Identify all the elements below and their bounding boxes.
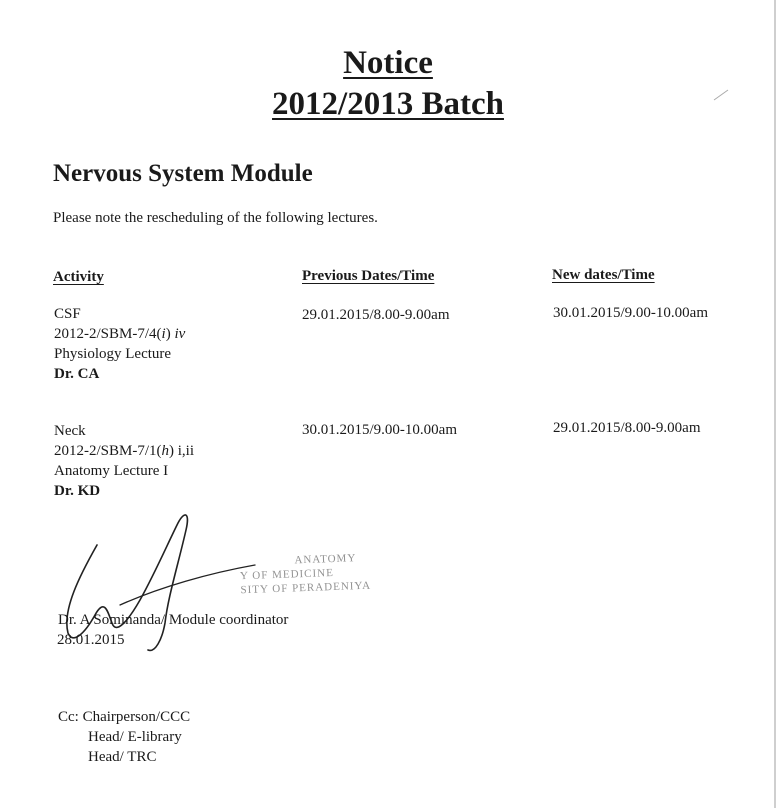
activity-name: CSF	[54, 306, 81, 322]
lecturer-name: Dr. CA	[54, 366, 100, 382]
column-header-previous: Previous Dates/Time	[302, 268, 435, 284]
module-coordinator: Dr. A Sominanda/ Module coordinator	[58, 612, 289, 628]
activity-name: Neck	[54, 423, 86, 439]
batch-title: 2012/2013 Batch	[272, 86, 504, 122]
notice-title: Notice	[343, 45, 433, 81]
activity-code: 2012-2/SBM-7/1(h) i,ii	[54, 443, 195, 459]
module-title: Nervous System Module	[53, 160, 313, 187]
column-header-activity: Activity	[53, 269, 104, 285]
cc-list	[58, 707, 190, 767]
table-row-activity	[54, 421, 194, 501]
activity-type: Anatomy Lecture I	[54, 463, 169, 479]
signoff-date: 28.01.2015	[57, 632, 125, 648]
scan-mark	[712, 86, 732, 102]
cc-label: Cc: Chairperson/CCC	[58, 709, 191, 725]
activity-type: Physiology Lecture	[54, 346, 172, 362]
lecturer-name: Dr. KD	[54, 483, 101, 499]
activity-code: 2012-2/SBM-7/4(i) iv	[54, 326, 186, 342]
new-date: 29.01.2015/8.00-9.00am	[553, 420, 701, 436]
department-stamp: ANATOMY Y OF MEDICINE SITY OF PERADENIYA	[239, 552, 372, 597]
cc-recipient: Head/ TRC	[88, 749, 157, 765]
table-row-activity	[54, 304, 185, 384]
new-date: 30.01.2015/9.00-10.00am	[553, 305, 708, 321]
intro-text: Please note the rescheduling of the following lectures.	[53, 210, 378, 226]
previous-date: 29.01.2015/8.00-9.00am	[302, 307, 450, 323]
previous-date: 30.01.2015/9.00-10.00am	[302, 422, 457, 438]
cc-recipient: Head/ E-library	[88, 729, 182, 745]
column-header-new: New dates/Time	[552, 267, 655, 283]
